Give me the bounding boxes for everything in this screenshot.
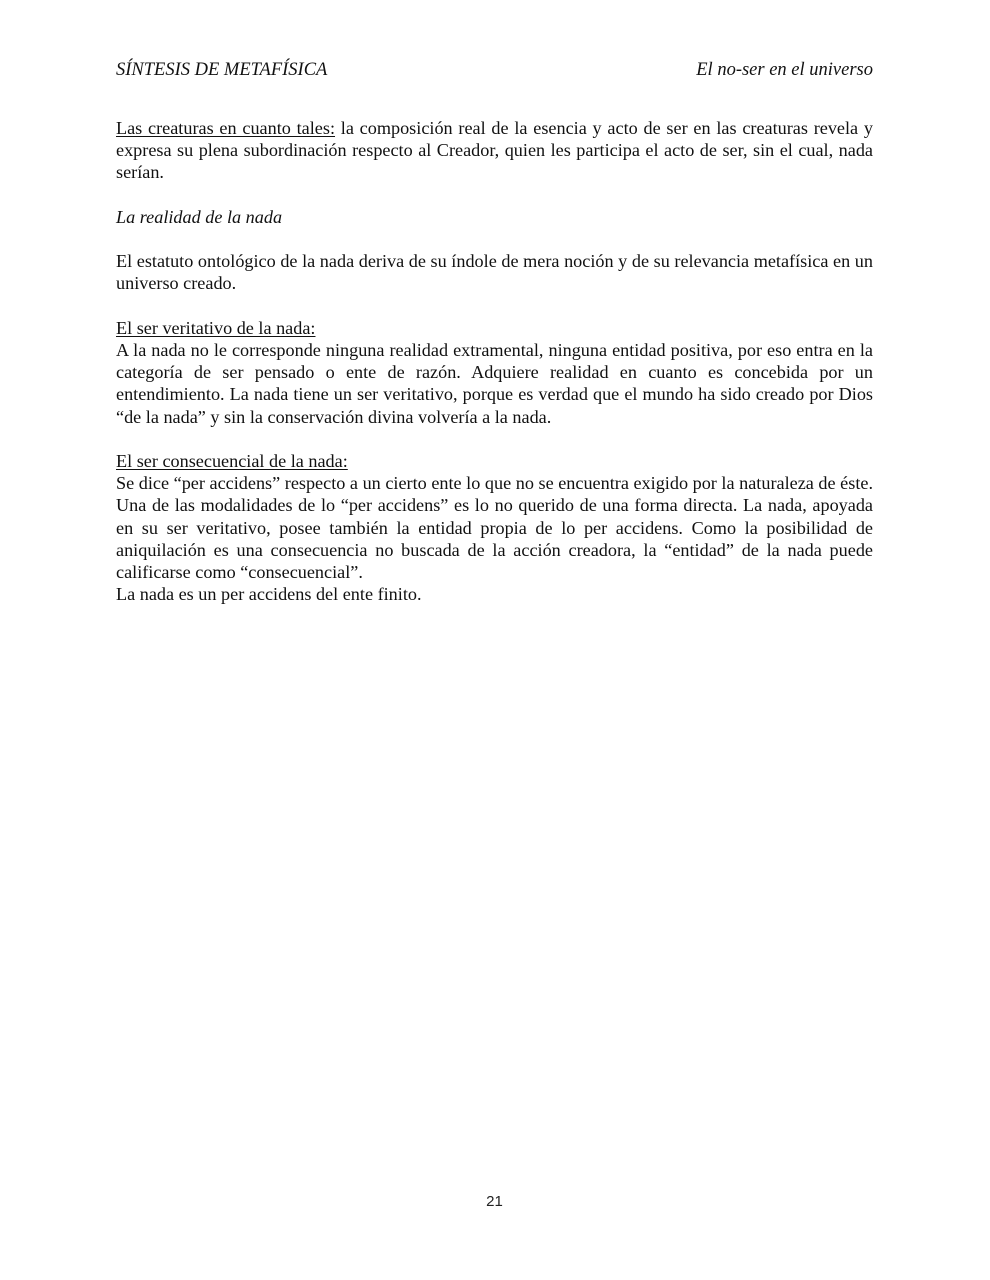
paragraph-creaturas	[116, 117, 873, 184]
spacer	[116, 184, 873, 206]
header-book-title: SÍNTESIS DE METAFÍSICA	[116, 60, 328, 80]
subheading-consecuencial	[116, 450, 873, 472]
spacer	[116, 428, 873, 450]
page-number: 21	[486, 1193, 503, 1210]
body-text	[116, 117, 873, 605]
document-page	[116, 0, 873, 1280]
spacer	[116, 295, 873, 317]
paragraph-estatuto: El estatuto ontológico de la nada deriva de su índole de mera noción y de su relevancia metafísica en un universo creado.	[116, 251, 873, 294]
paragraph-consecuencial: Se dice “per accidens” respecto a un cierto ente lo que no se encuentra exigido por la naturaleza de éste. Una de las modalidades de lo “per accidens” es lo no querido de una forma directa. La nada, apoyada en su ser veritativo, posee también la entidad propia de lo per accidens. Como la posibilidad de aniquilación es una consecuencia no buscada de la acción creadora, la “entidad” de la nada puede calificarse como “consecuencial”.	[116, 473, 873, 582]
label-consecuencial: El ser consecuencial de la nada:	[116, 450, 348, 471]
subheading-veritativo	[116, 317, 873, 339]
paragraph-closing: La nada es un per accidens del ente finito.	[116, 584, 422, 605]
label-veritativo: El ser veritativo de la nada:	[116, 317, 316, 338]
section-heading-realidad: La realidad de la nada	[116, 206, 283, 227]
running-header	[116, 58, 873, 82]
label-creaturas: Las creaturas en cuanto tales:	[116, 118, 336, 138]
paragraph-veritativo: A la nada no le corresponde ninguna realidad extramental, ninguna entidad positiva, por eso entra en la categoría de ser pensado o ente de razón. Adquiere realidad en cuanto es concebida por un entendimiento. La nada tiene un ser veritativo, porque es verdad que el mundo ha sido creado por Dios “de la nada” y sin la conservación divina volvería a la nada.	[116, 339, 873, 427]
header-chapter-title: El no-ser en el universo	[696, 60, 873, 80]
spacer	[116, 228, 873, 250]
text-creaturas: la composición real de la esencia y acto de ser en las creaturas revela y expresa su plena subordinación respecto al Creador, quien les participa el acto de ser, sin el cual, nada serían.	[116, 118, 874, 183]
